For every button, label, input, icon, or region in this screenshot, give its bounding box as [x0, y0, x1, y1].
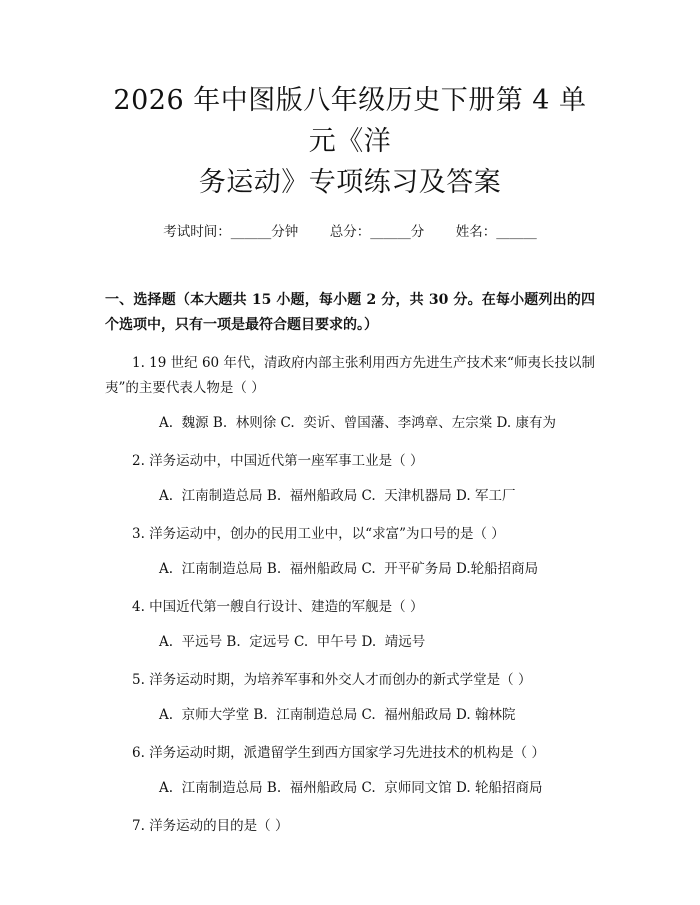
question-1-options [105, 411, 595, 436]
question-7-stem: 7. 洋务运动的目的是（ ） [132, 818, 289, 834]
title-line-2: 务运动》专项练习及答案 [198, 167, 502, 198]
question-3-option-a: A. 江南制造总局 [159, 561, 263, 577]
question-4-options [105, 630, 595, 655]
question-2-option-c: C. 天津机器局 [361, 488, 452, 504]
question-3-option-b: B. 福州船政局 [266, 561, 358, 577]
question-1-option-b: B. 林则徐 [212, 415, 277, 431]
question-4-option-a: A. 平远号 [159, 634, 223, 650]
question-5-option-c: C. 福州船政局 [361, 707, 452, 723]
question-1-option-d: D. 康有为 [496, 415, 556, 431]
question-2-option-a: A. 江南制造总局 [159, 488, 263, 504]
question-5-options [105, 703, 595, 728]
question-2-stem: 2. 洋务运动中，中国近代第一座军事工业是（ ） [132, 453, 424, 469]
title-line-1: 2026 年中图版八年级历史下册第 4 单元《洋 [113, 85, 587, 157]
question-3-stem: 3. 洋务运动中，创办的民用工业中，以“求富”为口号的是（ ） [132, 526, 505, 542]
question-4-option-b: B. 定远号 [226, 634, 290, 650]
question-2-option-d: D. 军工厂 [456, 488, 516, 504]
question-1-stem: 1. 19 世纪 60 年代，清政府内部主张利用西方先进生产技术来“师夷长技以制夷”的主要代表人物是（ ） [105, 355, 595, 396]
question-5-option-a: A. 京师大学堂 [159, 707, 250, 723]
section-heading: 一、选择题（本大题共 15 小题，每小题 2 分，共 30 分。在每小题列出的四个选项中，只有一项是最符合题目要求的。） [105, 292, 595, 333]
question-4-stem: 4. 中国近代第一艘自行设计、建造的军舰是（ ） [132, 599, 424, 615]
question-3-option-d: D.轮船招商局 [456, 561, 539, 577]
question-5-stem: 5. 洋务运动时期，为培养军事和外交人才而创办的新式学堂是（ ） [132, 672, 532, 688]
question-6-stem: 6. 洋务运动时期，派遣留学生到西方国家学习先进技术的机构是（ ） [132, 745, 545, 761]
question-4-option-c: C. 甲午号 [294, 634, 358, 650]
question-3-option-c: C. 开平矿务局 [361, 561, 452, 577]
question-1-option-a: A. 魏源 [159, 415, 209, 431]
question-2-options [105, 484, 595, 509]
question-3-options [105, 557, 595, 582]
question-6-option-d: D. 轮船招商局 [456, 780, 543, 796]
question-6-option-b: B. 福州船政局 [266, 780, 358, 796]
question-2-option-b: B. 福州船政局 [266, 488, 358, 504]
question-1-option-c: C. 奕䜣、曾国藩、李鸿章、左宗棠 [280, 415, 493, 431]
question-6-option-a: A. 江南制造总局 [159, 780, 263, 796]
question-6-option-c: C. 京师同文馆 [361, 780, 452, 796]
document-title [105, 0, 595, 203]
exam-info-text: 考试时间：______分钟 总分：______分 姓名：______ [163, 224, 537, 240]
question-4-option-d: D. 靖远号 [361, 634, 426, 650]
question-5-option-b: B. 江南制造总局 [253, 707, 358, 723]
question-6-options [105, 776, 595, 801]
question-5-option-d: D. 翰林院 [456, 707, 516, 723]
exam-info-line [105, 222, 595, 242]
